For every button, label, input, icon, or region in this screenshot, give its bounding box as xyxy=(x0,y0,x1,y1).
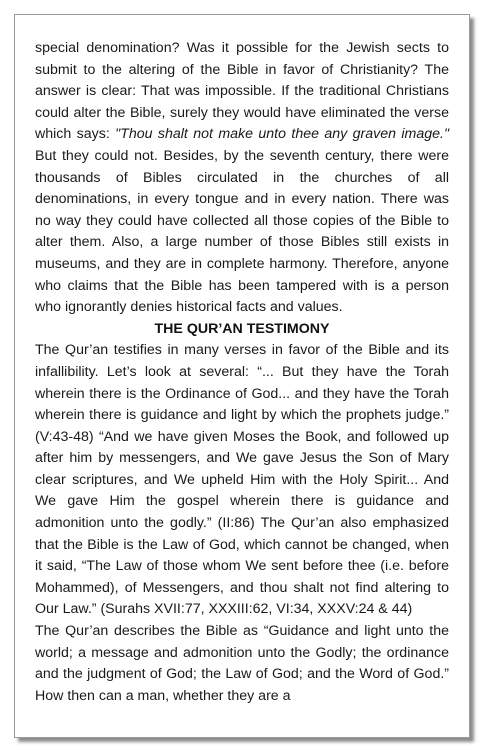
section-heading: THE QUR’AN TESTIMONY xyxy=(154,320,330,337)
paragraph-quran-describes-bible: The Qur’an describes the Bible as “Guidance and light unto the world; a message and admonition unto the Godly; the ordinance and the judgment of God; the Law of God; and the Word of God.” How then can a man, whether they are a xyxy=(35,623,449,704)
paragraph-1-part-b: But they could not. Besides, by the seventh century, there were thousands of Bibles circulated in the churches of all denominations, in every tongue and in every nation. There was no way they could have collected all those copies of the Bible to alter them. Also, a large number of those Bibles still exists in museums, and they are in complete harmony. Therefore, anyone who claims that the Bible has been tampered with is a person who ignorantly denies historical facts and values. xyxy=(35,147,449,316)
graven-image-quote: "Thou shalt not make unto thee any graven image." xyxy=(115,126,449,143)
paragraph-bible-alteration xyxy=(35,38,449,319)
paragraph-1-part-a: special denomination? Was it possible for the Jewish sects to submit to the altering of the Bible in favor of Christianity? The answer is clear: That was impossible. If the traditional Christians could alter the Bible, surely they would have eliminated the verse which says: xyxy=(35,40,449,143)
page-text-body xyxy=(35,38,449,707)
book-page xyxy=(14,14,470,738)
paragraph-quran-testimony: The Qur’an testifies in many verses in favor of the Bible and its infallibility. Let’s look at several: “... But they have the Torah wherein there is the Ordinance of God... and they have the Torah wherein there is guidance and light by which the prophets judge.” (V:43-48) “And we have given Moses the Book, and followed up after him by messengers, and We gave Jesus the Son of Mary clear scriptures, and We upheld Him with the Holy Spirit... And We gave Him the gospel wherein there is guidance and admonition unto the godly.” (II:86) The Qur’an also emphasized that the Bible is the Law of God, which cannot be changed, when it said, “The Law of those whom We sent before thee (i.e. before Mohammed), of Messengers, and thou shalt not find altering to Our Law.” (Surahs XVII:77, XXXIII:62, VI:34, XXXV:24 & 44) xyxy=(35,342,449,618)
